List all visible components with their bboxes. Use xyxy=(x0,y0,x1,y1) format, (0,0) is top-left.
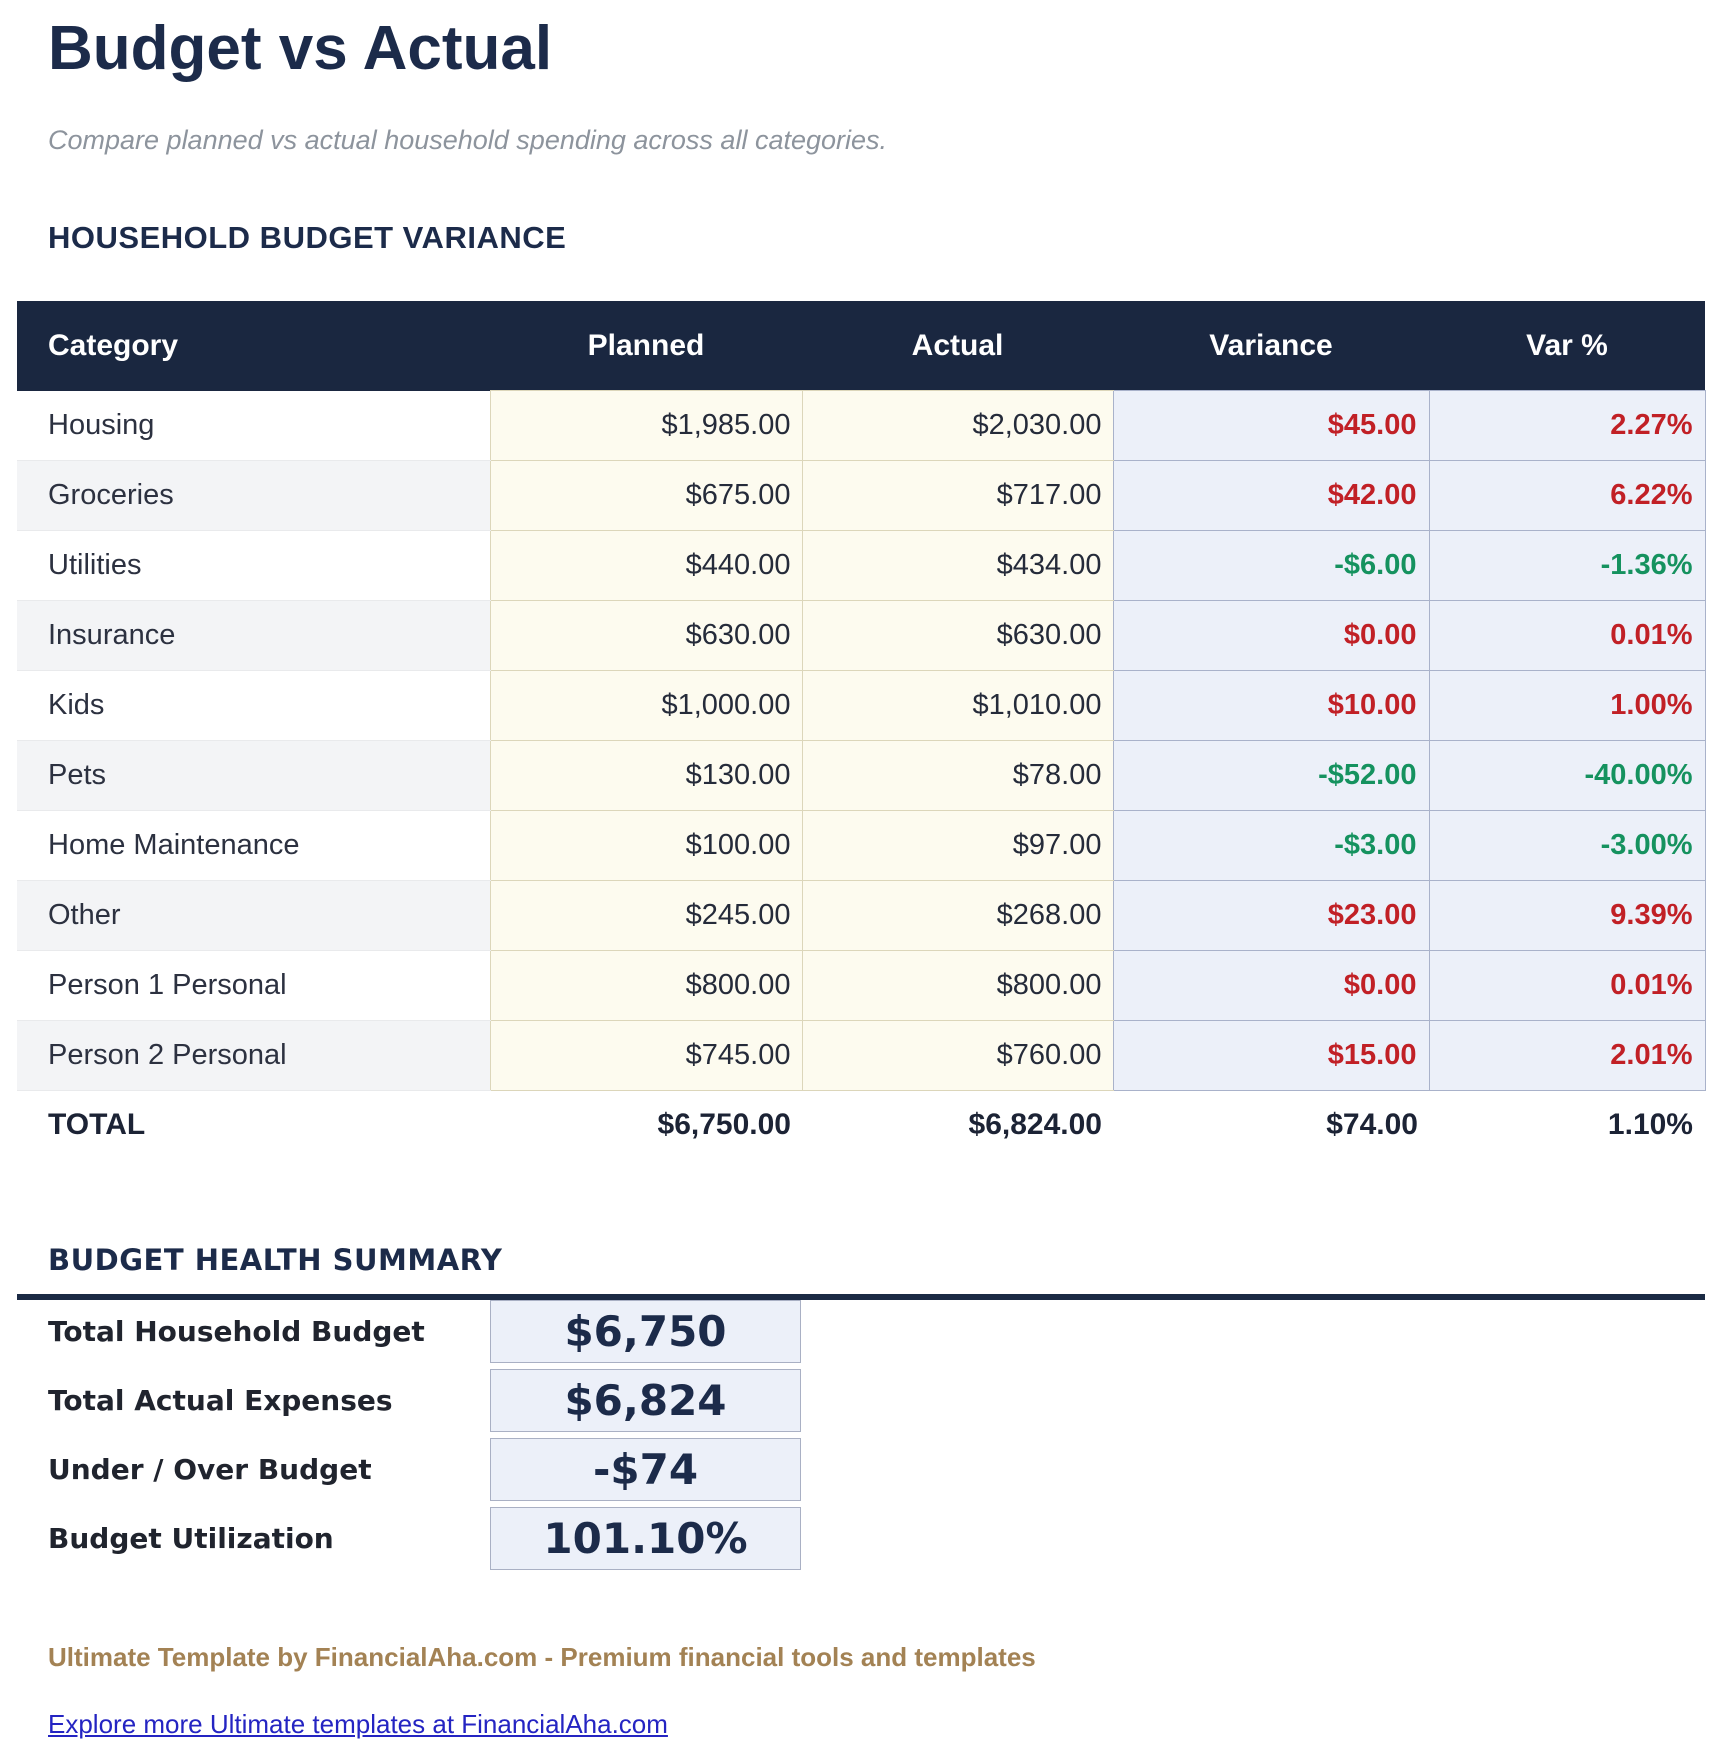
summary-label: Under / Over Budget xyxy=(48,1453,372,1487)
table-row xyxy=(17,1021,1705,1091)
category-cell: Kids xyxy=(17,671,490,741)
column-header-actual: Actual xyxy=(802,301,1113,391)
total-planned: $6,750.00 xyxy=(657,1108,791,1142)
variance-cell: -$3.00 xyxy=(1113,811,1429,881)
page-title: Budget vs Actual xyxy=(48,14,553,83)
summary-spacer xyxy=(801,1300,1705,1363)
variance-cell: $45.00 xyxy=(1113,391,1429,461)
variance-cell: $0.00 xyxy=(1113,601,1429,671)
planned-cell: $130.00 xyxy=(490,741,802,811)
budget-vs-actual-page xyxy=(0,16,1722,1740)
var-pct-cell: 2.01% xyxy=(1429,1021,1705,1091)
variance-cell: -$6.00 xyxy=(1113,531,1429,601)
summary-spacer xyxy=(801,1438,1705,1501)
table-row xyxy=(17,811,1705,881)
summary-label: Total Household Budget xyxy=(48,1315,425,1349)
actual-cell: $717.00 xyxy=(802,461,1113,531)
table-row xyxy=(17,881,1705,951)
var-pct-cell: 0.01% xyxy=(1429,601,1705,671)
category-cell: Person 1 Personal xyxy=(17,951,490,1021)
summary-spacer xyxy=(801,1507,1705,1570)
table-row xyxy=(17,461,1705,531)
column-header-category: Category xyxy=(17,301,490,391)
column-header-var-pct: Var % xyxy=(1429,301,1705,391)
category-cell: Groceries xyxy=(17,461,490,531)
planned-cell: $675.00 xyxy=(490,461,802,531)
category-cell: Housing xyxy=(17,391,490,461)
planned-cell: $440.00 xyxy=(490,531,802,601)
total-actual: $6,824.00 xyxy=(968,1108,1102,1142)
summary-spacer xyxy=(801,1369,1705,1432)
table-header xyxy=(17,301,1705,391)
actual-cell: $97.00 xyxy=(802,811,1113,881)
var-pct-cell: 2.27% xyxy=(1429,391,1705,461)
category-cell: Person 2 Personal xyxy=(17,1021,490,1091)
table-row xyxy=(17,671,1705,741)
branding-text: Ultimate Template by FinancialAha.com - Premium financial tools and templates xyxy=(48,1642,1036,1673)
actual-cell: $434.00 xyxy=(802,531,1113,601)
actual-cell: $630.00 xyxy=(802,601,1113,671)
budget-health-summary xyxy=(17,1294,1705,1570)
variance-section-heading: HOUSEHOLD BUDGET VARIANCE xyxy=(48,219,567,255)
total-label: TOTAL xyxy=(48,1108,146,1142)
summary-value: $6,750 xyxy=(490,1300,801,1363)
table-row xyxy=(17,391,1705,461)
actual-cell: $800.00 xyxy=(802,951,1113,1021)
var-pct-cell: -3.00% xyxy=(1429,811,1705,881)
summary-label: Total Actual Expenses xyxy=(48,1384,393,1418)
var-pct-cell: -1.36% xyxy=(1429,531,1705,601)
variance-cell: $15.00 xyxy=(1113,1021,1429,1091)
planned-cell: $1,000.00 xyxy=(490,671,802,741)
total-variance: $74.00 xyxy=(1326,1108,1418,1142)
table-total-row xyxy=(17,1091,1705,1159)
category-cell: Utilities xyxy=(17,531,490,601)
variance-cell: -$52.00 xyxy=(1113,741,1429,811)
var-pct-cell: -40.00% xyxy=(1429,741,1705,811)
summary-label: Budget Utilization xyxy=(48,1522,334,1556)
table-row xyxy=(17,601,1705,671)
planned-cell: $100.00 xyxy=(490,811,802,881)
table-header-row xyxy=(17,301,1705,391)
planned-cell: $800.00 xyxy=(490,951,802,1021)
var-pct-cell: 1.00% xyxy=(1429,671,1705,741)
column-header-variance: Variance xyxy=(1113,301,1429,391)
planned-cell: $245.00 xyxy=(490,881,802,951)
column-header-planned: Planned xyxy=(490,301,802,391)
var-pct-cell: 6.22% xyxy=(1429,461,1705,531)
category-cell: Home Maintenance xyxy=(17,811,490,881)
explore-templates-link[interactable]: Explore more Ultimate templates at FinancialAha.com xyxy=(48,1709,668,1740)
table-row xyxy=(17,951,1705,1021)
total-var-pct: 1.10% xyxy=(1607,1108,1693,1142)
category-cell: Other xyxy=(17,881,490,951)
category-cell: Insurance xyxy=(17,601,490,671)
planned-cell: $630.00 xyxy=(490,601,802,671)
summary-value: -$74 xyxy=(490,1438,801,1501)
actual-cell: $2,030.00 xyxy=(802,391,1113,461)
planned-cell: $745.00 xyxy=(490,1021,802,1091)
variance-cell: $42.00 xyxy=(1113,461,1429,531)
actual-cell: $78.00 xyxy=(802,741,1113,811)
actual-cell: $1,010.00 xyxy=(802,671,1113,741)
var-pct-cell: 9.39% xyxy=(1429,881,1705,951)
var-pct-cell: 0.01% xyxy=(1429,951,1705,1021)
actual-cell: $268.00 xyxy=(802,881,1113,951)
summary-value: 101.10% xyxy=(490,1507,801,1570)
actual-cell: $760.00 xyxy=(802,1021,1113,1091)
planned-cell: $1,985.00 xyxy=(490,391,802,461)
table-row xyxy=(17,531,1705,601)
category-cell: Pets xyxy=(17,741,490,811)
summary-value: $6,824 xyxy=(490,1369,801,1432)
summary-section-heading: BUDGET HEALTH SUMMARY xyxy=(48,1243,503,1278)
budget-variance-table xyxy=(17,301,1706,1092)
table-row xyxy=(17,741,1705,811)
page-subtitle: Compare planned vs actual household spending across all categories. xyxy=(48,124,888,155)
variance-cell: $23.00 xyxy=(1113,881,1429,951)
variance-cell: $0.00 xyxy=(1113,951,1429,1021)
variance-cell: $10.00 xyxy=(1113,671,1429,741)
